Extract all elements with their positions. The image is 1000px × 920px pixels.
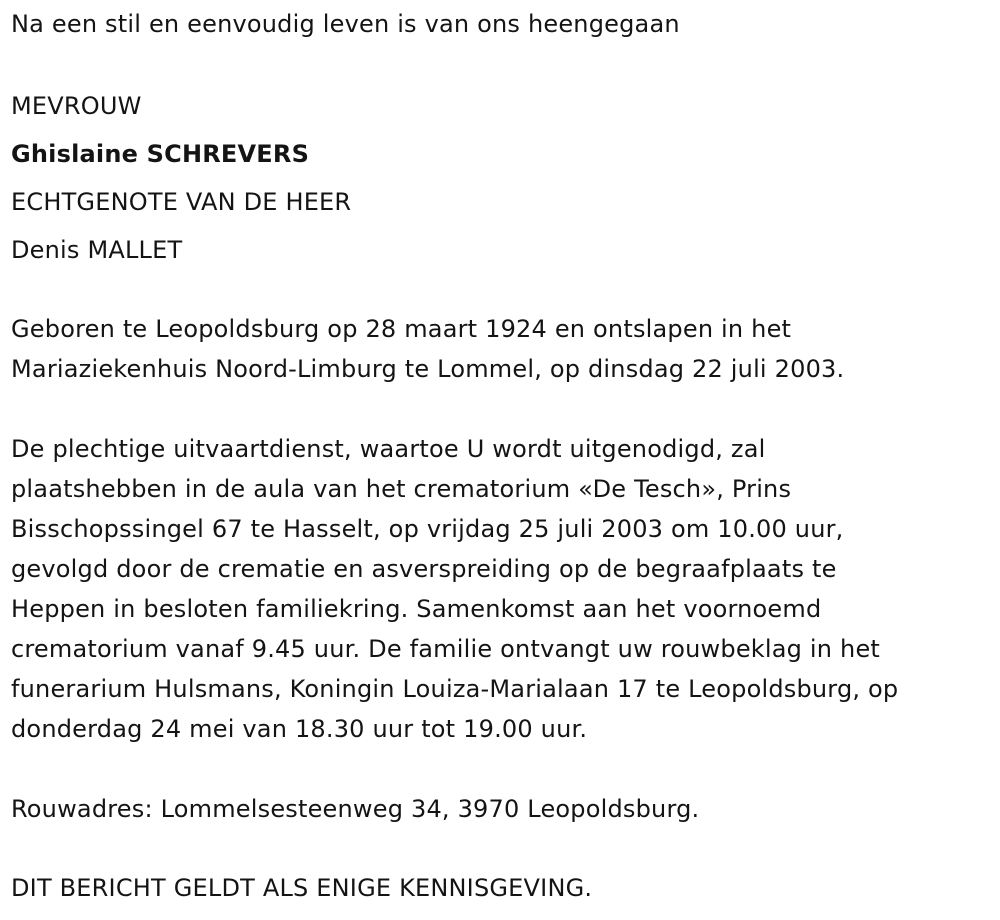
intro-line: Na een stil en eenvoudig leven is van ons heengegaan	[11, 10, 680, 38]
birth-line: Mariaziekenhuis Noord-Limburg te Lommel, op dinsdag 22 juli 2003.	[11, 355, 845, 383]
service-paragraph	[11, 429, 986, 749]
service-line: De plechtige uitvaartdienst, waartoe U wordt uitgenodigd, zal	[11, 435, 766, 463]
mourning-address: Rouwadres: Lommelsesteenweg 34, 3970 Leopoldsburg.	[11, 795, 700, 823]
service-line: Heppen in besloten familiekring. Samenkomst aan het voornoemd	[11, 595, 822, 623]
service-line: crematorium vanaf 9.45 uur. De familie ontvangt uw rouwbeklag in het	[11, 635, 881, 663]
service-line: gevolgd door de crematie en asverspreiding op de begraafplaats te	[11, 555, 837, 583]
service-line: donderdag 24 mei van 18.30 uur tot 19.00 uur.	[11, 715, 588, 743]
spouse-name: Denis MALLET	[11, 236, 183, 264]
birth-line: Geboren te Leopoldsburg op 28 maart 1924 en ontslapen in het	[11, 315, 792, 343]
birth-paragraph	[11, 309, 986, 389]
service-line: funerarium Hulsmans, Koningin Louiza-Marialaan 17 te Leopoldsburg, op	[11, 675, 899, 703]
relation-line: ECHTGENOTE VAN DE HEER	[11, 188, 352, 216]
title-mevrouw: MEVROUW	[11, 92, 142, 120]
closing-notice: DIT BERICHT GELDT ALS ENIGE KENNISGEVING.	[11, 874, 593, 902]
service-line: plaatshebben in de aula van het crematorium «De Tesch», Prins	[11, 475, 792, 503]
deceased-name: Ghislaine SCHREVERS	[11, 140, 310, 168]
service-line: Bisschopssingel 67 te Hasselt, op vrijdag 25 juli 2003 om 10.00 uur,	[11, 515, 844, 543]
